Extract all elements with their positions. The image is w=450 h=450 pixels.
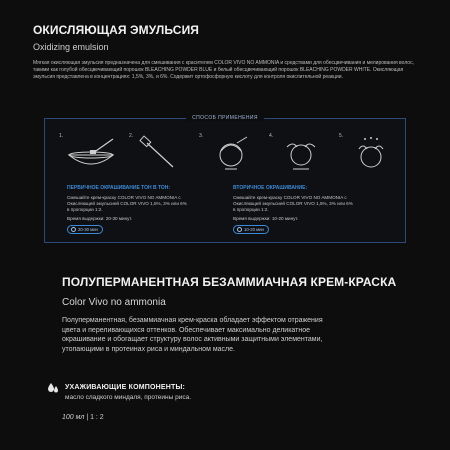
clock-icon bbox=[237, 227, 242, 232]
secondary-time-badge bbox=[233, 225, 269, 234]
care-components-text: масло сладкого миндаля, протеины риса. bbox=[65, 394, 192, 401]
primary-coloring-text: Смешайте крем-краску COLOR VIVO NO AMMONIA с Окисляющей эмульсией COLOR VIVO 1,5%, 3% или 6% в пропорции 1:2. bbox=[67, 195, 187, 213]
emulsion-description: Мягкая окисляющая эмульсия предназначена для смешивания с красителем COLOR VIVO NO AMMONIA и средствами для обесцвечивания и мелирования волос, такими как голубой обесцвечивающий порошок BLEACHING POWDER BLUE и белый обесцвечивающий порошок BLEACHING POWDER WHITE. Окисляющая эмульсия представлена в концентрациях: 1,5%, 3%, и 6%. Содержит ортофосфорную кислоту для контроля окислительной реакции. bbox=[33, 60, 414, 80]
product-title: ПОЛУПЕРМАНЕНТНАЯ БЕЗАММИАЧНАЯ КРЕМ-КРАСКА bbox=[62, 275, 397, 289]
step-5 bbox=[339, 133, 399, 175]
application-method-panel bbox=[44, 115, 406, 243]
primary-coloring-time: Время выдержки: 20-30 минут. bbox=[67, 216, 133, 221]
step-number: 3. bbox=[199, 133, 204, 139]
rinse-icon bbox=[343, 135, 399, 175]
step-4 bbox=[269, 133, 329, 175]
product-description: Полуперманентная, безаммиачная крем-краска обладает эффектом отражения цвета и переливающихся оттенков. Обеспечивает максимально деликатное окрашивание и обогащает структуру волос активными защитными элементами, утопающими в протеинах риса и миндальном масле. bbox=[62, 317, 323, 353]
secondary-coloring-text: Смешайте крем-краску COLOR VIVO NO AMMONIA с Окисляющей эмульсией COLOR VIVO 1,5%, 3% или 6% в пропорции 1:2. bbox=[233, 195, 353, 213]
step-1 bbox=[59, 133, 119, 175]
secondary-coloring-time: Время выдержки: 10-20 минут. bbox=[233, 216, 299, 221]
emulsion-subtitle: Oxidizing emulsion bbox=[33, 42, 109, 52]
volume-value: 100 мл bbox=[62, 414, 85, 421]
mix-ratio: | 1 : 2 bbox=[84, 414, 104, 421]
secondary-time-badge-label: 10-20 мин bbox=[244, 227, 264, 232]
step-2 bbox=[129, 133, 189, 175]
step-number: 5. bbox=[339, 133, 344, 139]
brush-icon bbox=[133, 135, 189, 175]
mixing-bowl-icon bbox=[63, 135, 119, 175]
method-title: СПОСОБ ПРИМЕНЕНИЯ bbox=[186, 115, 264, 121]
secondary-coloring-title: ВТОРИЧНОЕ ОКРАШИВАНИЕ: bbox=[233, 185, 308, 191]
product-subtitle: Color Vivo no ammonia bbox=[62, 297, 166, 308]
drops-icon bbox=[47, 382, 59, 394]
volume-ratio bbox=[62, 414, 104, 421]
head-application-icon bbox=[203, 135, 259, 175]
care-components-title: УХАЖИВАЮЩИЕ КОМПОНЕНТЫ: bbox=[65, 384, 186, 391]
emulsion-title: ОКИСЛЯЮЩАЯ ЭМУЛЬСИЯ bbox=[33, 23, 200, 37]
step-number: 4. bbox=[269, 133, 274, 139]
step-number: 2. bbox=[129, 133, 134, 139]
primary-time-badge bbox=[67, 225, 103, 234]
primary-time-badge-label: 20-30 мин bbox=[78, 227, 98, 232]
primary-coloring-title: ПЕРВИЧНОЕ ОКРАШИВАНИЕ ТОН В ТОН: bbox=[67, 185, 171, 191]
hands-massage-icon bbox=[273, 135, 329, 175]
step-number: 1. bbox=[59, 133, 64, 139]
step-3 bbox=[199, 133, 259, 175]
clock-icon bbox=[71, 227, 76, 232]
